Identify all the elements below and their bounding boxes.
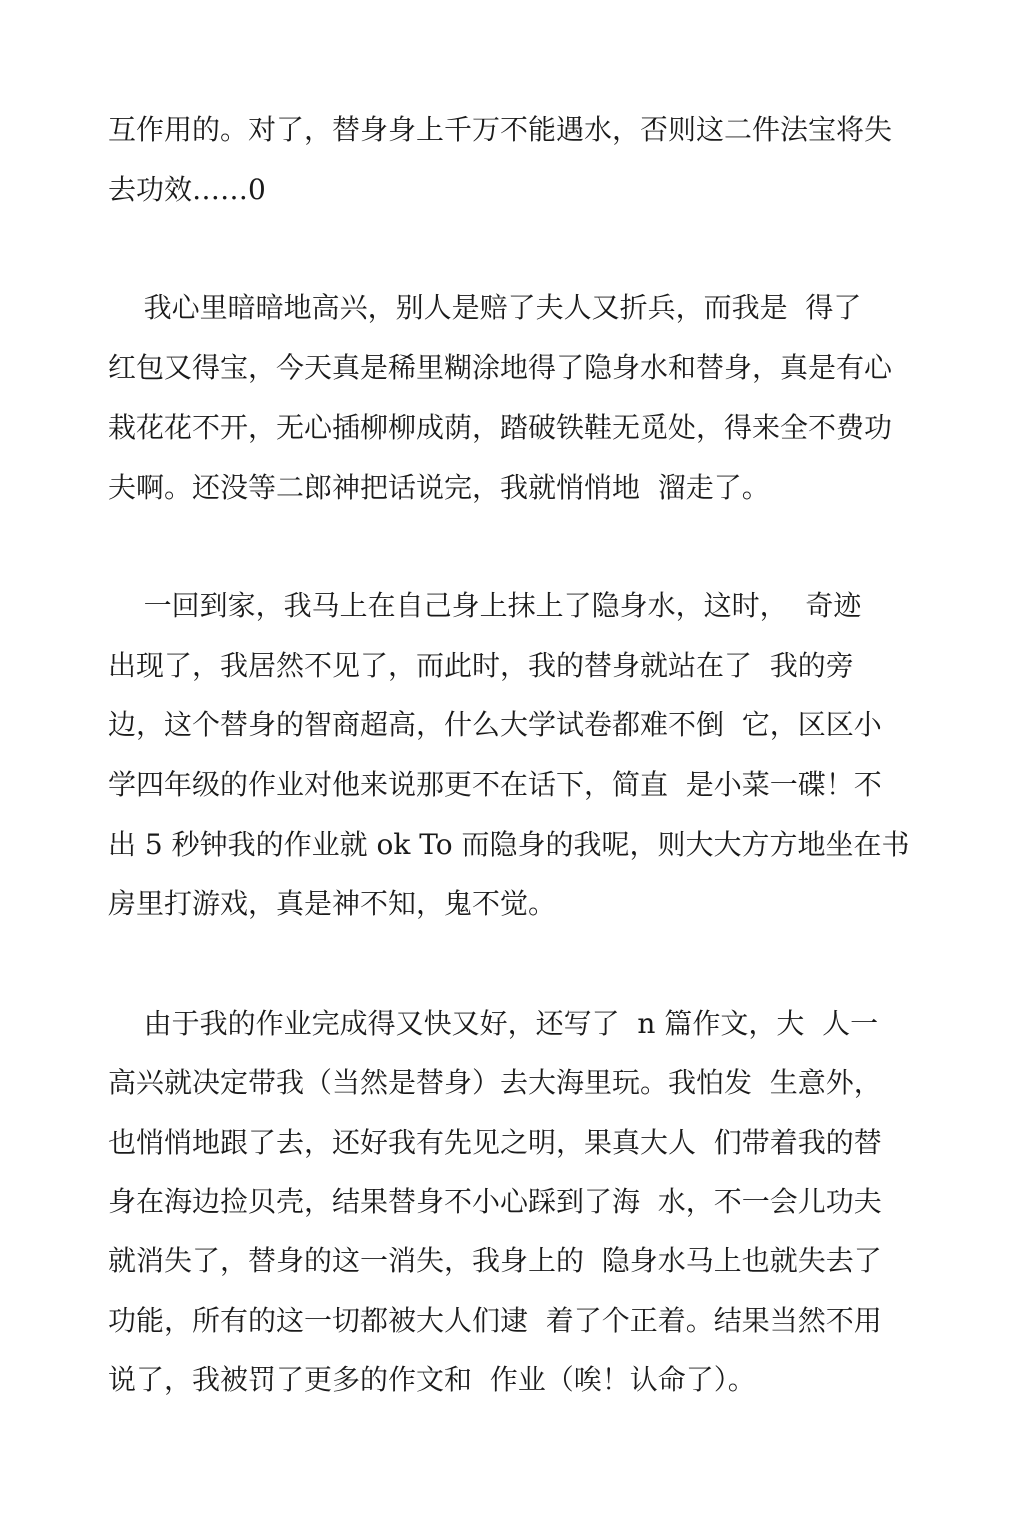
text-line: 红包又得宝，今天真是稀里糊涂地得了隐身水和替身，真是有心	[108, 351, 893, 384]
text-line: 身在海边捡贝壳，结果替身不小心踩到了海 水，不一会儿功夫	[108, 1185, 882, 1218]
text-line: 去功效……0	[108, 173, 266, 206]
text-line: 栽花花不开，无心插柳柳成荫，踏破铁鞋无觅处，得来全不费功	[108, 411, 893, 444]
text-line: 夫啊。还没等二郎神把话说完，我就悄悄地 溜走了。	[108, 471, 770, 504]
text-line: 房里打游戏，真是神不知，鬼不觉。	[108, 887, 557, 920]
text-line: 学四年级的作业对他来说那更不在话下，简直 是小菜一碟！不	[108, 768, 882, 801]
text-line: 出 5 秒钟我的作业就 ok To 而隐身的我呢，则大大方方地坐在书	[108, 828, 910, 861]
text-line: 我心里暗暗地高兴，别人是赔了夫人又折兵，而我是 得了	[108, 291, 862, 324]
text-line: 互作用的。对了，替身身上千万不能遇水，否则这二件法宝将失	[108, 113, 893, 146]
text-line: 高兴就决定带我（当然是替身）去大海里玩。我怕发 生意外，	[108, 1066, 882, 1099]
text-line: 也悄悄地跟了去，还好我有先见之明，果真大人 们带着我的替	[108, 1126, 882, 1159]
text-line: 由于我的作业完成得又快又好，还写了 n 篇作文，大 人一	[108, 1007, 879, 1040]
text-line: 就消失了，替身的这一消失，我身上的 隐身水马上也就失去了	[108, 1244, 882, 1277]
text-line: 一回到家，我马上在自己身上抹上了隐身水，这时， 奇迹	[108, 589, 862, 622]
text-line: 边，这个替身的智商超高，什么大学试卷都难不倒 它，区区小	[108, 708, 882, 741]
text-line: 说了，我被罚了更多的作文和 作业（唉！认命了）。	[108, 1363, 756, 1396]
text-line: 功能，所有的这一切都被大人们逮 着了个正着。结果当然不用	[108, 1304, 882, 1337]
text-line: 出现了，我居然不见了，而此时，我的替身就站在了 我的旁	[108, 649, 854, 682]
